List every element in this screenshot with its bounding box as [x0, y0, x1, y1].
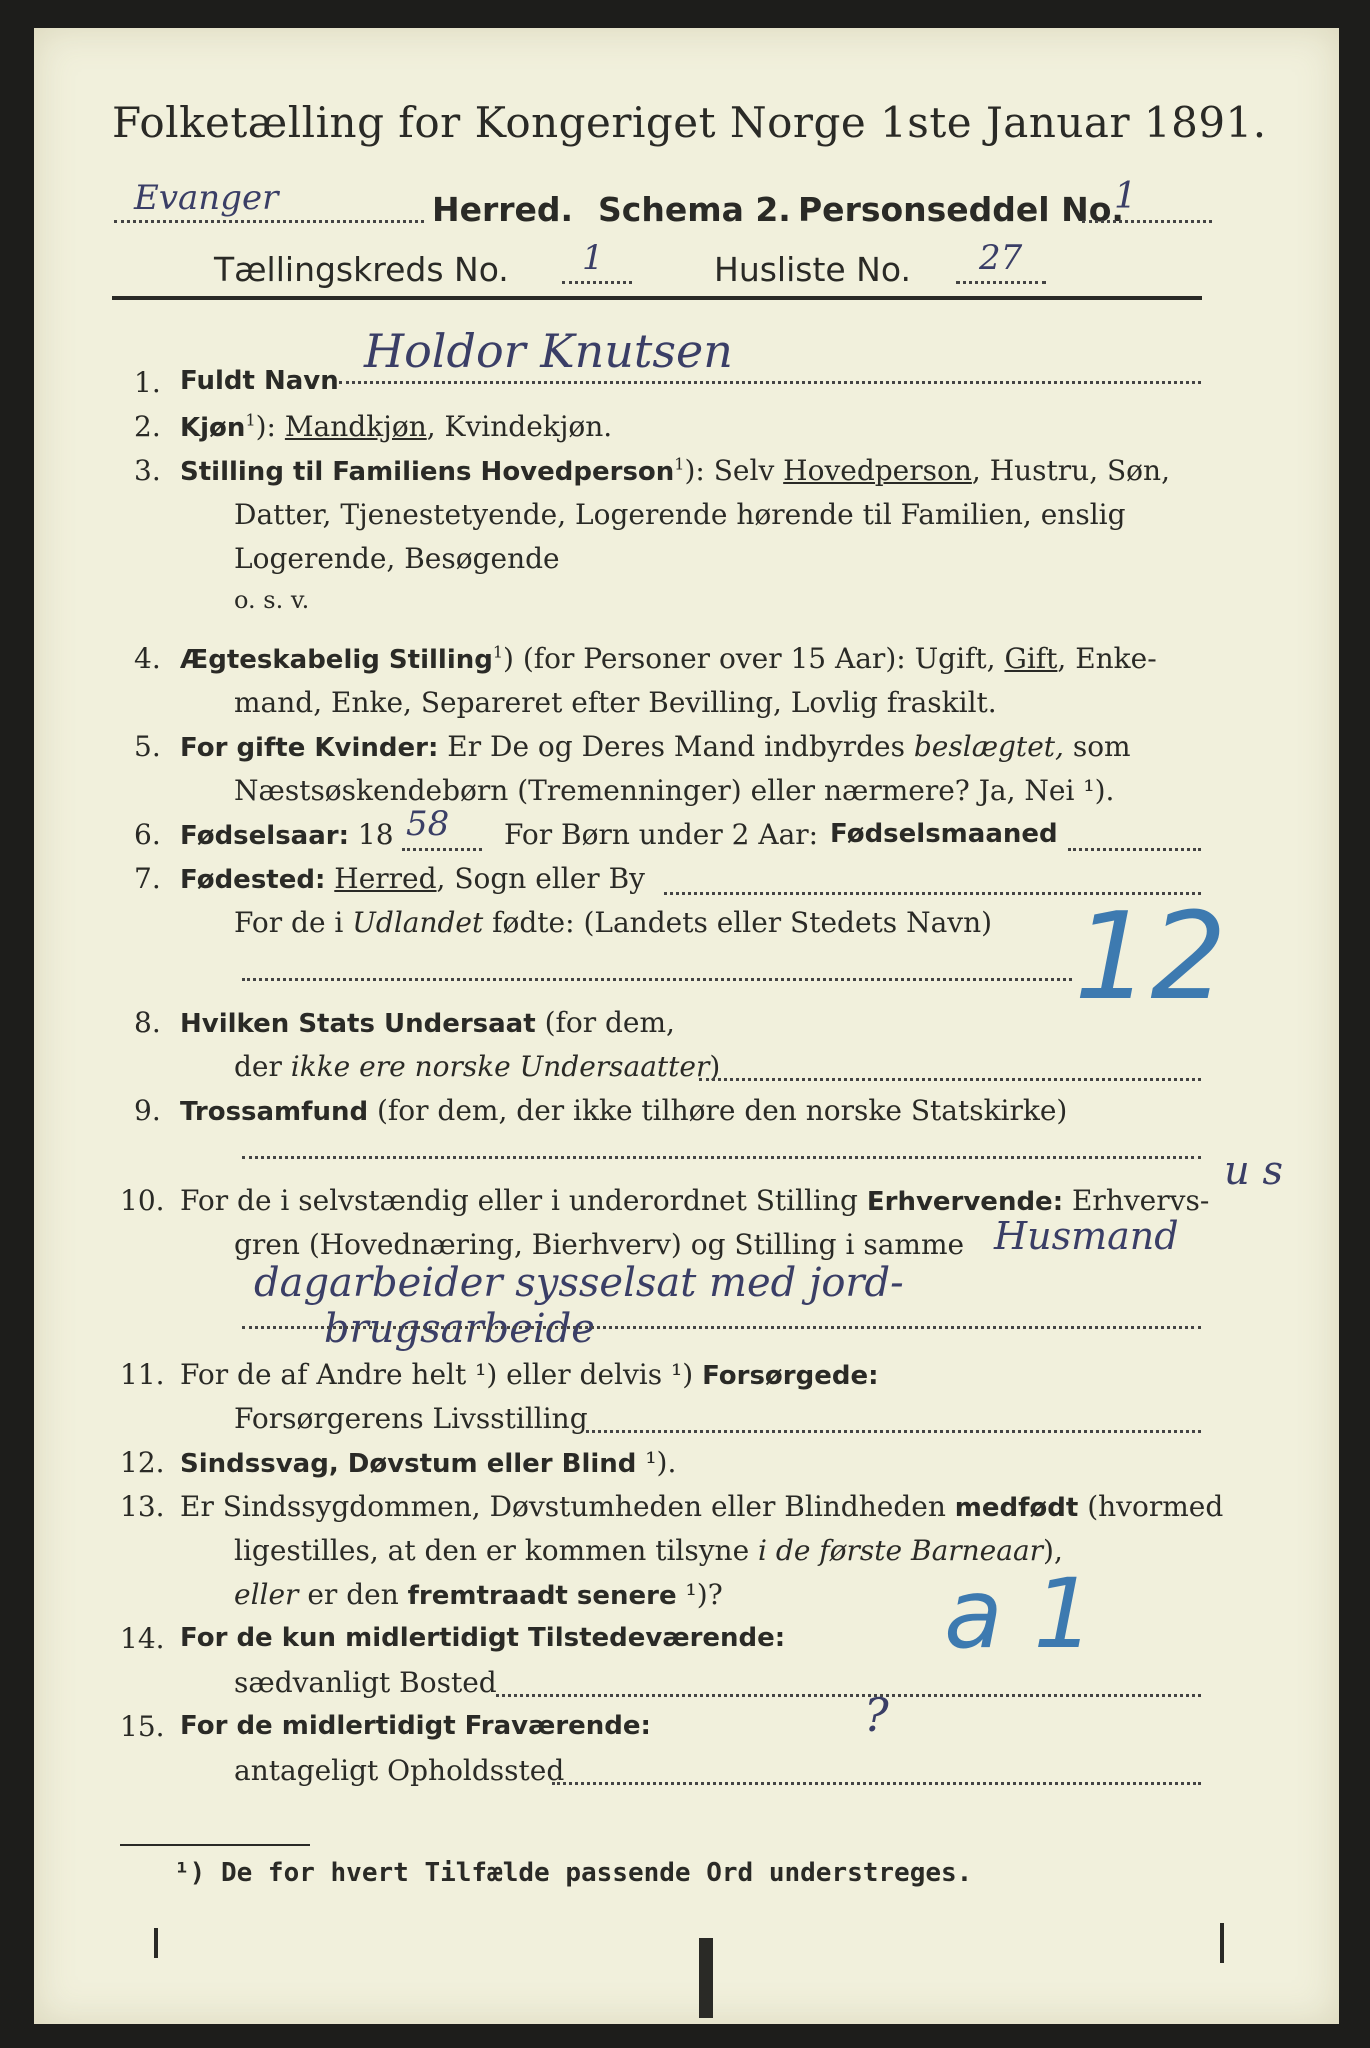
q15-dots	[552, 1782, 1201, 1785]
q13-line2-italic: i de første Barneaar	[758, 1534, 1044, 1567]
q8-line2-a: der	[234, 1050, 291, 1083]
q9-line	[180, 1094, 1067, 1127]
q7-line2-italic: Udlandet	[352, 906, 484, 939]
q11-line2: Forsørgerens Livsstilling	[234, 1402, 588, 1435]
q7-label: Fødested:	[180, 865, 326, 895]
q8-text-a: (for dem,	[535, 1006, 675, 1039]
q14-line2: sædvanligt Bosted	[234, 1666, 497, 1699]
q15-number: 15.	[120, 1710, 165, 1743]
q13-line3-italic: eller	[234, 1578, 299, 1611]
q6-answer: 58	[406, 804, 450, 844]
q10-text-b: Erhvervs-	[1063, 1184, 1210, 1217]
q14-label: For de kun midlertidigt Tilstedeværende:	[180, 1623, 786, 1653]
census-form	[34, 28, 1339, 2024]
q2-text-a: ):	[255, 410, 285, 443]
q3-number: 3.	[134, 454, 161, 487]
q3-line1	[180, 454, 1170, 487]
q3-line4: o. s. v.	[234, 586, 310, 614]
personseddel-dots	[1082, 220, 1212, 223]
q8-line2-b: )	[709, 1050, 721, 1083]
q4-sup: 1	[492, 642, 504, 662]
q6-label2: Fødselsmaaned	[830, 819, 1058, 849]
q5-text-b: som	[1063, 730, 1131, 763]
q7-line1	[180, 862, 645, 895]
q8-line1	[180, 1006, 675, 1039]
q9-number: 9.	[134, 1094, 161, 1127]
personseddel-label: Personseddel No.	[798, 190, 1124, 229]
q13-label: medfødt	[954, 1493, 1079, 1523]
tællingskreds-value: 1	[582, 238, 604, 278]
q13-line3-bold: fremtraadt senere	[407, 1581, 677, 1611]
q1-label: Fuldt Navn	[180, 366, 339, 396]
q14-dots	[496, 1694, 1201, 1697]
footnote: ¹) De for hvert Tilfælde passende Ord understreges.	[174, 1858, 973, 1888]
q13-text-b: (hvormed	[1078, 1490, 1224, 1523]
q8-dots	[699, 1078, 1201, 1081]
q2-label: Kjøn	[180, 413, 246, 443]
tællingskreds-dots	[562, 281, 632, 284]
q6-dots-year	[402, 848, 482, 851]
q9-label: Trossamfund	[180, 1097, 369, 1127]
q12-line	[180, 1446, 676, 1479]
husliste-value: 27	[979, 238, 1023, 278]
q4-line1	[180, 642, 1157, 675]
q5-label: For gifte Kvinder:	[180, 733, 439, 763]
q13-number: 13.	[120, 1490, 165, 1523]
q3-option-hovedperson: Hovedperson	[783, 454, 972, 487]
q4-label: Ægteskabelig Stilling	[180, 645, 493, 675]
q11-number: 11.	[120, 1358, 165, 1391]
q3-label: Stilling til Familiens Hovedperson	[180, 457, 675, 487]
q7-text-b: , Sogn eller By	[436, 862, 645, 895]
q10-margin-mark: u s	[1224, 1148, 1284, 1194]
q2-option-mandkjon: Mandkjøn	[284, 410, 427, 443]
q5-line1	[180, 730, 1131, 763]
q10-text-a: For de i selvstændig eller i underordnet Stilling	[180, 1184, 867, 1217]
q8-line2-italic: ikke ere norske Undersaatter	[290, 1050, 710, 1083]
q3-line3: Logerende, Besøgende	[234, 542, 560, 575]
q4-number: 4.	[134, 642, 161, 675]
q1-answer: Holdor Knutsen	[364, 324, 733, 378]
corner-mark-left	[154, 1928, 158, 1958]
bottom-clip-mark	[699, 1938, 713, 2018]
husliste-dots	[956, 281, 1046, 284]
q9-dots	[242, 1156, 1201, 1159]
q11-dots	[586, 1430, 1201, 1433]
q13-line2-b: ),	[1043, 1534, 1063, 1567]
q15-answer: ?	[864, 1688, 889, 1742]
herred-label: Herred.	[432, 190, 574, 229]
q7-margin-number: 12	[1074, 888, 1227, 1027]
q7-line2-b: fødte: (Landets eller Stedets Navn)	[483, 906, 993, 939]
q9-text-a: (for dem, der ikke tilhøre den norske Statskirke)	[368, 1094, 1068, 1127]
q14-number: 14.	[120, 1622, 165, 1655]
q15-label: For de midlertidigt Fraværende:	[180, 1711, 651, 1741]
q3-line2: Datter, Tjenestetyende, Logerende hørende til Familien, enslig	[234, 498, 1126, 531]
q2-line	[180, 410, 612, 443]
q3-sup: 1	[674, 454, 685, 474]
q14-margin-mark: a 1	[944, 1558, 1095, 1670]
q13-line2-a: ligestilles, at den er kommen tilsyne	[234, 1534, 759, 1567]
q12-number: 12.	[120, 1446, 165, 1479]
q8-line2	[234, 1050, 720, 1083]
q10-answer-3: brugsarbeide	[324, 1306, 595, 1352]
tællingskreds-label: Tællingskreds No.	[214, 250, 509, 289]
q13-text-a: Er Sindssygdommen, Døvstumheden eller Blindheden	[180, 1490, 955, 1523]
q5-number: 5.	[134, 730, 161, 763]
q13-line2	[234, 1534, 1063, 1567]
q6-line	[180, 818, 394, 851]
q7-number: 7.	[134, 862, 161, 895]
q11-line1	[180, 1358, 879, 1391]
q6-dots-month	[1068, 848, 1201, 851]
q10-line1	[180, 1184, 1209, 1217]
q13-line3-c: ¹)?	[676, 1578, 723, 1611]
q5-line2: Næstsøskendebørn (Tremenninger) eller nærmere? Ja, Nei ¹).	[234, 774, 1115, 807]
corner-mark-right	[1220, 1923, 1224, 1963]
q7-line2-a: For de i	[234, 906, 353, 939]
q10-answer-1: Husmand	[994, 1214, 1179, 1258]
q4-option-gift: Gift	[1004, 642, 1058, 675]
q7-option-herred: Herred	[334, 862, 437, 895]
q7-dots-2	[242, 978, 1072, 981]
q13-line3-a: er den	[298, 1578, 408, 1611]
q1-dots	[339, 381, 1201, 384]
q5-text-a: Er De og Deres Mand indbyrdes	[438, 730, 914, 763]
q6-prefix: 18	[349, 818, 394, 851]
q10-line2: gren (Hovednæring, Bierhverv) og Stilling i samme	[234, 1228, 965, 1261]
q8-label: Hvilken Stats Undersaat	[180, 1009, 536, 1039]
personseddel-value: 1	[1114, 176, 1137, 217]
footnote-rule	[120, 1844, 310, 1846]
form-title: Folketælling for Kongeriget Norge 1ste Januar 1891.	[112, 98, 1267, 147]
q3-text-a: ): Selv	[684, 454, 784, 487]
q1-number: 1.	[134, 366, 161, 399]
q5-italic: beslægtet,	[913, 730, 1064, 763]
q4-text-b: , Enke-	[1057, 642, 1157, 675]
q13-line1	[180, 1490, 1223, 1523]
husliste-label: Husliste No.	[714, 250, 911, 289]
q13-line3	[234, 1578, 723, 1611]
q4-line2: mand, Enke, Separeret efter Bevilling, Lovlig fraskilt.	[234, 686, 997, 719]
header-rule	[112, 296, 1202, 300]
q3-text-b: , Hustru, Søn,	[971, 454, 1170, 487]
herred-dots	[114, 220, 424, 223]
q10-dots	[242, 1326, 1201, 1329]
q6-label: Fødselsaar:	[180, 821, 349, 851]
q7-line2	[234, 906, 992, 939]
q2-option-kvindekjon: , Kvindekjøn.	[426, 410, 613, 443]
q10-number: 10.	[120, 1184, 165, 1217]
q15-line2: antageligt Opholdssted	[234, 1754, 565, 1787]
q2-number: 2.	[134, 410, 161, 443]
q11-text-a: For de af Andre helt ¹) eller delvis ¹)	[180, 1358, 703, 1391]
schema-label: Schema 2.	[598, 190, 791, 229]
q8-number: 8.	[134, 1006, 161, 1039]
q4-text-a: ) (for Personer over 15 Aar): Ugift,	[503, 642, 1005, 675]
q12-label: Sindssvag, Døvstum eller Blind	[180, 1449, 637, 1479]
herred-value: Evanger	[134, 178, 279, 218]
q2-sup: 1	[245, 410, 256, 430]
q10-answer-2: dagarbeider sysselsat med jord-	[254, 1260, 904, 1306]
q12-text-b: ¹).	[636, 1446, 677, 1479]
q6-number: 6.	[134, 818, 161, 851]
q6-text-b: For Børn under 2 Aar:	[504, 818, 819, 851]
q10-label: Erhvervende:	[866, 1187, 1064, 1217]
q11-label: Forsørgede:	[702, 1361, 879, 1391]
